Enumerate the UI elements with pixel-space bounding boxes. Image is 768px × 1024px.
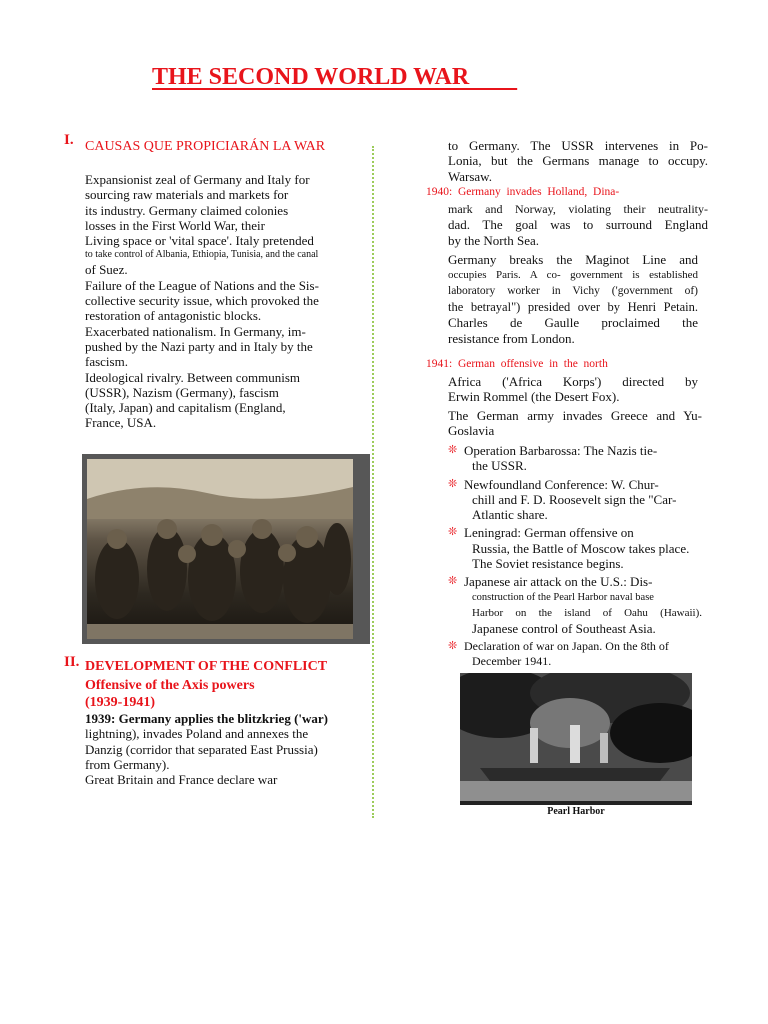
s2-line: from Germany). [85,756,170,772]
bullet-first-line: Japanese air attack on the U.S.: Dis- [464,574,653,590]
r-line: dad. The goal was to surround England [448,217,708,233]
p1941b [448,408,702,439]
r-line: Warsaw. [448,168,492,184]
r-line: Charles de Gaulle proclaimed the [448,315,698,331]
s1-line: Failure of the League of Nations and the Sis- [85,277,319,293]
pearl-harbor-illustration [460,673,692,805]
s1-line: sourcing raw materials and markets for [85,187,289,203]
soldiers-photo-image [87,459,353,639]
soldiers-illustration [87,459,353,639]
r-line: Lonia, but the Germans manage to occupy. [448,153,708,169]
r-line: to Germany. The USSR intervenes in Po- [448,138,708,153]
bullet-line: Atlantic share. [472,507,548,523]
s1-line: restoration of antagonistic blocks. [85,308,262,324]
list-item [448,639,702,670]
s1-line: to take control of Albania, Ethiopia, Tunisia, and the canal [85,249,319,261]
events-list [448,443,702,670]
bullet-icon: ❊ [448,526,458,539]
s1-line: of Suez. [85,262,128,278]
photo-caption: Pearl Harbor [547,806,605,817]
list-item [448,477,702,523]
bullet-icon: ❊ [448,575,458,588]
s1-line: Living space or 'vital space'. Italy pretended [85,233,314,249]
soldiers-photo [82,454,370,644]
section-number-1: I. [64,132,74,148]
s1-line: France, USA. [85,415,157,431]
r-line: laboratory worker in Vichy ('government of) [448,285,698,298]
r-line: mark and Norway, violating their neutrality- [448,202,708,216]
list-item [448,443,702,474]
s1-line: losses in the First World War, their [85,217,265,233]
r-line: The German army invades Greece and Yu- [448,408,702,423]
bullet-line: construction of the Pearl Harbor naval base [472,591,654,603]
p1940 [448,202,708,248]
bullet-icon: ❊ [448,477,458,490]
r-line: resistance from London. [448,330,575,346]
pearl-harbor-photo [460,673,692,805]
bullet-first-line: Newfoundland Conference: W. Chur- [464,476,659,492]
bullet-line: The Soviet resistance begins. [472,556,624,572]
section-2-years: (1939-1941) [85,695,155,710]
section-1-text [85,172,365,431]
bullet-first-line: Leningrad: German offensive on [464,525,634,541]
bullet-line: Harbor on the island of Oahu (Hawaii). [472,606,702,619]
section-2-subheading: Offensive of the Axis powers [85,678,255,693]
s2-line: Danzig (corridor that separated East Prussia) [85,741,318,757]
page-title: THE SECOND WORLD WAR [152,64,518,90]
s2-line: Great Britain and France declare war [85,772,278,788]
column-divider [372,146,374,818]
list-item [448,525,702,571]
p1941 [448,374,698,405]
s1-line: Ideological rivalry. Between communism [85,369,301,385]
r-line: Erwin Rommel (the Desert Fox). [448,389,620,405]
section-2-heading: DEVELOPMENT OF THE CONFLICT [85,659,328,674]
year-1940-label: 1940: Germany invades Holland, Dina- [426,186,620,198]
s1-line: fascism. [85,354,128,370]
r-line: Germany breaks the Maginot Line and [448,252,698,267]
s2-bold-line: 1939: Germany applies the blitzkrieg ('war) [85,711,328,726]
s1-line: Expansionist zeal of Germany and Italy for [85,172,310,187]
section-number-2: II. [64,654,80,670]
year-1941-label: 1941: German offensive in the north [426,358,608,370]
bullet-icon: ❊ [448,444,458,456]
right-intro [448,138,708,184]
r-line: by the North Sea. [448,232,539,248]
s2-line: lightning), invades Poland and annexes the [85,726,309,742]
s1-line: its industry. Germany claimed colonies [85,202,289,218]
r-line: Goslavia [448,423,495,439]
r-line: the betrayal") presided over by Henri Petain. [448,300,698,315]
bullet-line: Russia, the Battle of Moscow takes place. [472,540,690,556]
r-line: occupies Paris. A co- government is established [448,269,698,282]
s1-line: pushed by the Nazi party and in Italy by the [85,338,313,354]
p1940b [448,252,698,346]
bullet-line: December 1941. [472,654,552,669]
s1-line: Exacerbated nationalism. In Germany, im- [85,323,306,339]
bullet-icon: ❊ [448,639,458,652]
bullet-first-line: Operation Barbarossa: The Nazis tie- [464,443,658,458]
bullet-line: chill and F. D. Roosevelt sign the "Car- [472,491,677,507]
r-line: Africa ('Africa Korps') directed by [448,374,698,389]
list-item [448,574,702,636]
section-1-heading: CAUSAS QUE PROPICIARÁN LA WAR [85,139,326,154]
section-2-text [85,711,370,787]
bullet-line: Japanese control of Southeast Asia. [472,620,656,636]
bullet-line: the USSR. [472,458,527,474]
s1-line: (Italy, Japan) and capitalism (England, [85,400,286,416]
s1-line: (USSR), Nazism (Germany), fascism [85,384,279,400]
bullet-first-line: Declaration of war on Japan. On the 8th of [464,638,669,653]
s1-line: collective security issue, which provoked the [85,293,319,309]
